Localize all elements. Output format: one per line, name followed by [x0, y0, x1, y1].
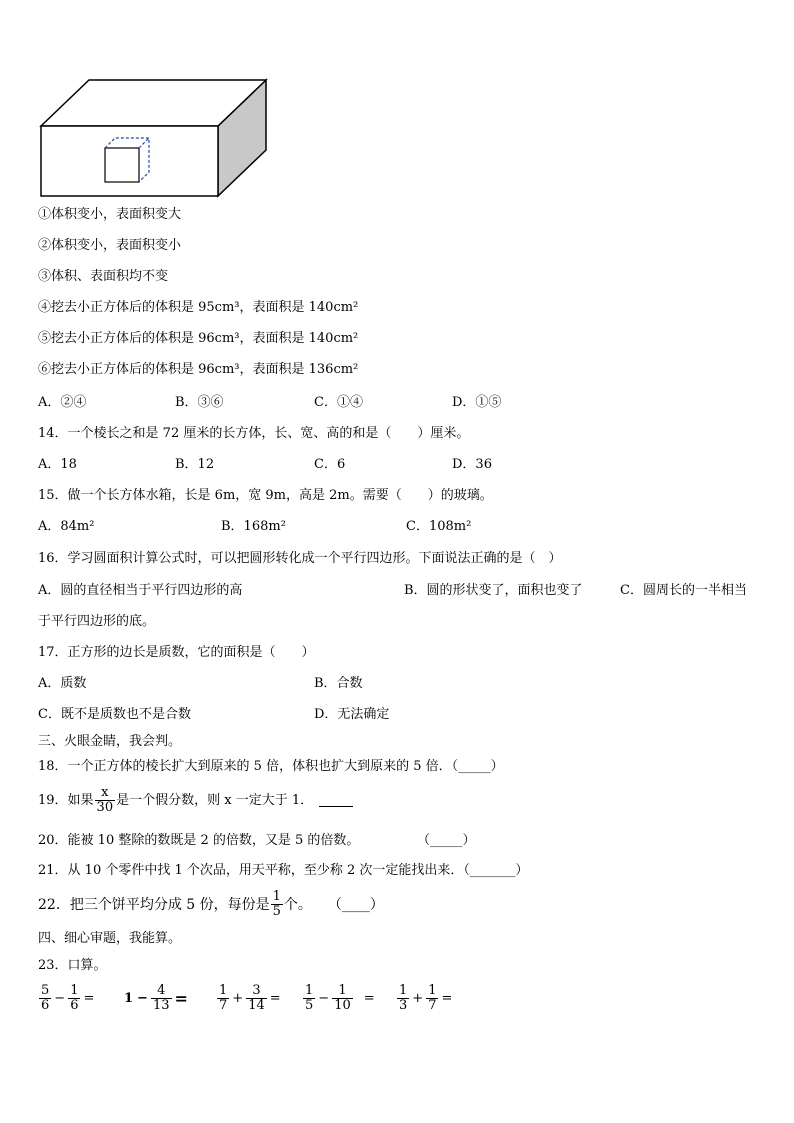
calc2-fraction-b: $\frac{4}{13}$ — [152, 983, 170, 1013]
calc5-equals: = — [441, 991, 453, 1006]
q16-text: 16．学习圆面积计算公式时，可以把圆形转化成一个平行四边形。下面说法正确的是（ ） — [38, 551, 562, 566]
calc2-whole: 1 — [124, 991, 134, 1006]
statement-6: ⑥挖去小正方体后的体积是 96cm³，表面积是 136cm² — [38, 362, 359, 377]
calc3-fraction-a: $\frac{1}{7}$ — [219, 983, 228, 1013]
q17-text: 17．正方形的边长是质数，它的面积是（ ） — [38, 645, 315, 660]
calc-expression-2 — [122, 984, 190, 1013]
statement-5: ⑤挖去小正方体后的体积是 96cm³，表面积是 140cm² — [38, 331, 359, 346]
q17-option-d[interactable]: D．无法确定 — [314, 707, 390, 722]
q19-fraction-numerator: x — [101, 785, 109, 800]
q19-suffix: 是一个假分数，则 x 一定大于 1． — [116, 792, 314, 808]
statement-2: ②体积变小，表面积变小 — [38, 238, 182, 253]
statement-3: ③体积、表面积均不变 — [38, 269, 169, 284]
calc1-fraction-b: $\frac{1}{6}$ — [70, 983, 79, 1013]
q22-fraction — [271, 890, 283, 919]
calc1-operator: − — [54, 991, 66, 1006]
q19-prefix: 19．如果 — [38, 792, 94, 808]
calc4-fraction-b: $\frac{1}{10}$ — [334, 983, 351, 1013]
q21-text: 21．从 10 个零件中找 1 个次品，用天平称，至少称 2 次一定能找出来．（_______） — [38, 863, 529, 878]
calc4-equals: = — [363, 991, 375, 1006]
q22-prefix: 22．把三个饼平均分成 5 份，每份是 — [38, 896, 270, 913]
q20-answer-blank[interactable]: （_____） — [417, 833, 476, 848]
calc3-fraction-b: $\frac{3}{14}$ — [248, 983, 265, 1013]
q14-option-d[interactable]: D．36 — [452, 457, 492, 472]
q13-option-c[interactable]: C．①④ — [314, 395, 363, 410]
q17-option-a[interactable]: A．质数 — [38, 676, 87, 691]
statement-4: ④挖去小正方体后的体积是 95cm³，表面积是 140cm² — [38, 300, 359, 315]
q14-option-a[interactable]: A．18 — [38, 457, 77, 472]
q19-line — [38, 786, 353, 815]
q15-option-c[interactable]: C．108m² — [406, 519, 472, 534]
q14-text: 14．一个棱长之和是 72 厘米的长方体，长、宽、高的和是（ ）厘米。 — [38, 426, 470, 441]
q22-answer-blank[interactable]: （____） — [327, 896, 384, 913]
q19-answer-blank[interactable] — [319, 794, 353, 807]
q17-option-c[interactable]: C．既不是质数也不是合数 — [38, 707, 191, 722]
cuboid-figure — [38, 76, 270, 200]
calc4-operator: − — [318, 991, 330, 1006]
calc4-fraction-a: $\frac{1}{5}$ — [305, 983, 314, 1013]
q19-fraction — [95, 786, 116, 815]
q16-option-a[interactable]: A．圆的直径相当于平行四边形的高 — [38, 583, 243, 598]
q22-fraction-denominator: 5 — [272, 904, 281, 919]
q16-option-c-continued: 于平行四边形的底。 — [38, 614, 156, 629]
q18-text: 18．一个正方体的棱长扩大到原来的 5 倍，体积也扩大到原来的 5 倍．（_____） — [38, 759, 504, 774]
q14-option-c[interactable]: C．6 — [314, 457, 346, 472]
q20-text: 20．能被 10 整除的数既是 2 的倍数，又是 5 的倍数。 — [38, 833, 360, 848]
section-4-heading: 四、细心审题，我能算。 — [38, 931, 182, 946]
removed-cube-front — [105, 148, 139, 182]
calc3-equals: = — [269, 991, 281, 1006]
calc1-fraction-a: $\frac{5}{6}$ — [41, 983, 50, 1013]
section-3-heading: 三、火眼金睛，我会判。 — [38, 734, 182, 749]
q19-fraction-denominator: 30 — [96, 800, 114, 815]
statement-1: ①体积变小，表面积变大 — [38, 207, 182, 222]
q17-option-b[interactable]: B．合数 — [314, 676, 363, 691]
calc5-operator: + — [412, 991, 424, 1006]
calc-expression-5 — [396, 984, 454, 1013]
q22-line — [38, 890, 384, 919]
calc2-operator: − — [137, 991, 148, 1006]
q13-option-a[interactable]: A．②④ — [38, 395, 87, 410]
calc-expression-1 — [38, 984, 96, 1013]
calc5-fraction-b: $\frac{1}{7}$ — [428, 983, 437, 1013]
q23-text: 23．口算。 — [38, 958, 107, 973]
q15-option-a[interactable]: A．84m² — [38, 519, 95, 534]
calc3-operator: + — [232, 991, 244, 1006]
q14-option-b[interactable]: B．12 — [175, 457, 215, 472]
calc1-equals: = — [83, 991, 95, 1006]
calc5-fraction-a: $\frac{1}{3}$ — [399, 983, 408, 1013]
q15-option-b[interactable]: B．168m² — [221, 519, 286, 534]
q16-option-b[interactable]: B．圆的形状变了，面积也变了 — [404, 583, 583, 598]
q13-option-b[interactable]: B．③⑥ — [175, 395, 224, 410]
q22-suffix: 个。 — [283, 896, 312, 913]
q22-fraction-numerator: 1 — [272, 889, 281, 904]
calc-expression-4 — [302, 984, 377, 1013]
q15-text: 15．做一个长方体水箱，长是 6m，宽 9m，高是 2m。需要（ ）的玻璃。 — [38, 488, 493, 503]
calc-expression-3 — [216, 984, 283, 1013]
q16-option-c[interactable]: C．圆周长的一半相当 — [620, 583, 747, 598]
calc2-equals: = — [174, 989, 188, 1008]
q13-option-d[interactable]: D．①⑤ — [452, 395, 502, 410]
